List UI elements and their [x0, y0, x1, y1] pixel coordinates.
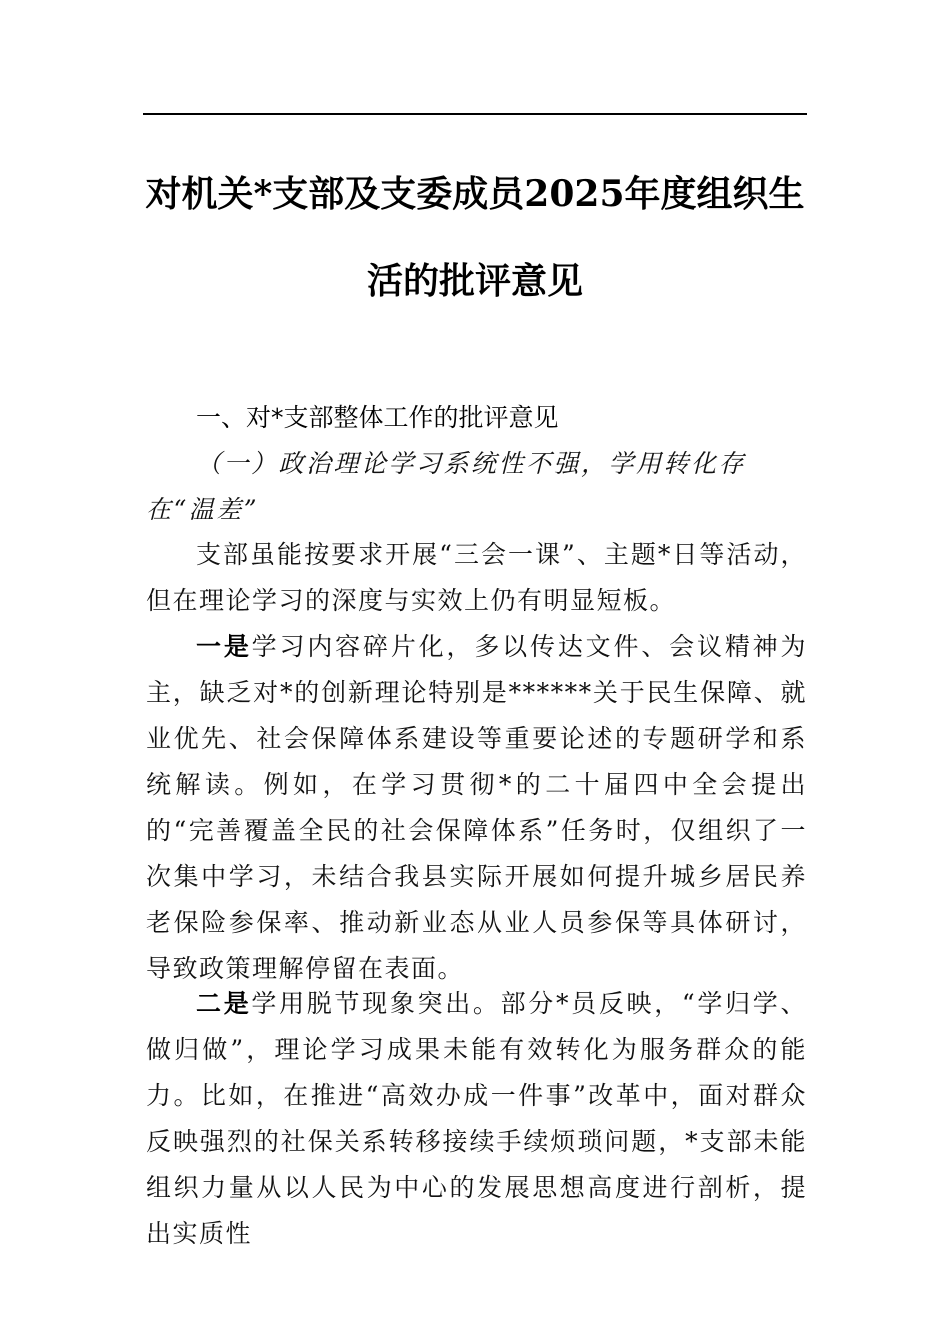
- point-one-lead: 一是: [196, 632, 252, 661]
- sub-heading: （一）政治理论学习系统性不强，学用转化存在“温差”: [146, 449, 747, 524]
- point-two-body: 学用脱节现象突出。部分*员反映，“学归学、做归做”，理论学习成果未能有效转化为服务群众的能力。比如，在推进“高效办成一件事”改革中，面对群众反映强烈的社保关系转移接续手续烦琐问题，*支部未能组织力量从以人民为中心的发展思想高度进行剖析，提出实质性: [146, 989, 807, 1248]
- point-two-text: [146, 981, 807, 1257]
- point-one-body: 学习内容碎片化，多以传达文件、会议精神为主，缺乏对*的创新理论特别是******关于民生保障、就业优先、社会保障体系建设等重要论述的专题研学和系统解读。例如，在学习贯彻*的二十届四中全会提出的“完善覆盖全民的社会保障体系”任务时，仅组织了一次集中学习，未结合我县实际开展如何提升城乡居民养老保险参保率、推动新业态从业人员参保等具体研讨，导致政策理解停留在表面。: [146, 632, 807, 983]
- section-heading: 一、对*支部整体工作的批评意见: [196, 403, 559, 432]
- point-one-paragraph: [146, 624, 807, 992]
- document-title-line-1: 对机关*支部及支委成员2025年度组织生: [145, 173, 805, 215]
- point-one-text: [146, 624, 807, 992]
- document-title-line-2: 活的批评意见: [366, 260, 583, 302]
- header-rule: [143, 113, 807, 115]
- point-two-lead: 二是: [196, 989, 252, 1018]
- intro-text: 支部虽能按要求开展“三会一课”、主题*日等活动，但在理论学习的深度与实效上仍有明显短板。: [146, 540, 807, 615]
- intro-paragraph: [146, 532, 807, 624]
- point-two-paragraph: [146, 981, 807, 1257]
